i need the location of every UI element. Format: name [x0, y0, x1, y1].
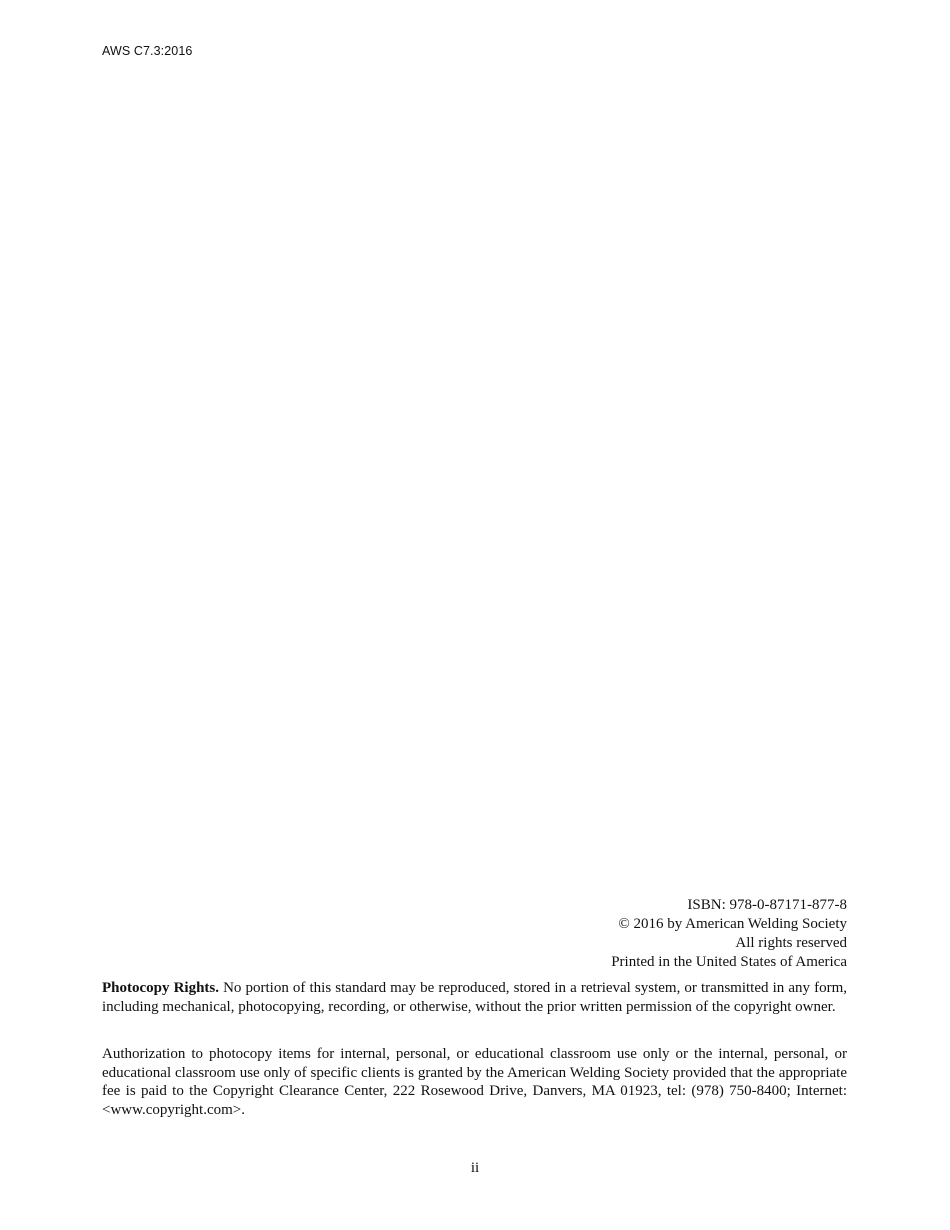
isbn-copyright-block [611, 896, 847, 972]
printed-in-line: Printed in the United States of America [611, 954, 847, 970]
document-code-header: AWS C7.3:2016 [102, 44, 193, 58]
photocopy-rights-heading: Photocopy Rights. [102, 980, 220, 996]
photocopy-rights-paragraph [102, 979, 847, 1016]
rights-reserved-line: All rights reserved [735, 935, 847, 951]
page-number: ii [470, 1160, 480, 1176]
photocopy-rights-text: No portion of this standard may be reproduced, stored in a retrieval system, or transmitted in any form, including mechanical, photocopying, recording, or otherwise, without the prior written permission of the copyright owner. [102, 980, 847, 1015]
copyright-line: © 2016 by American Welding Society [618, 916, 847, 932]
isbn-line: ISBN: 978-0-87171-877-8 [687, 897, 847, 913]
authorization-paragraph: Authorization to photocopy items for internal, personal, or educational classroom use only or the internal, personal, or educational classroom use only of specific clients is granted by the American Welding Society provided that the appropriate fee is paid to the Copyright Clearance Center, 222 Rosewood Drive, Danvers, MA 01923, tel: (978) 750-8400; Internet: <www.copyright.com>. [102, 1046, 847, 1118]
